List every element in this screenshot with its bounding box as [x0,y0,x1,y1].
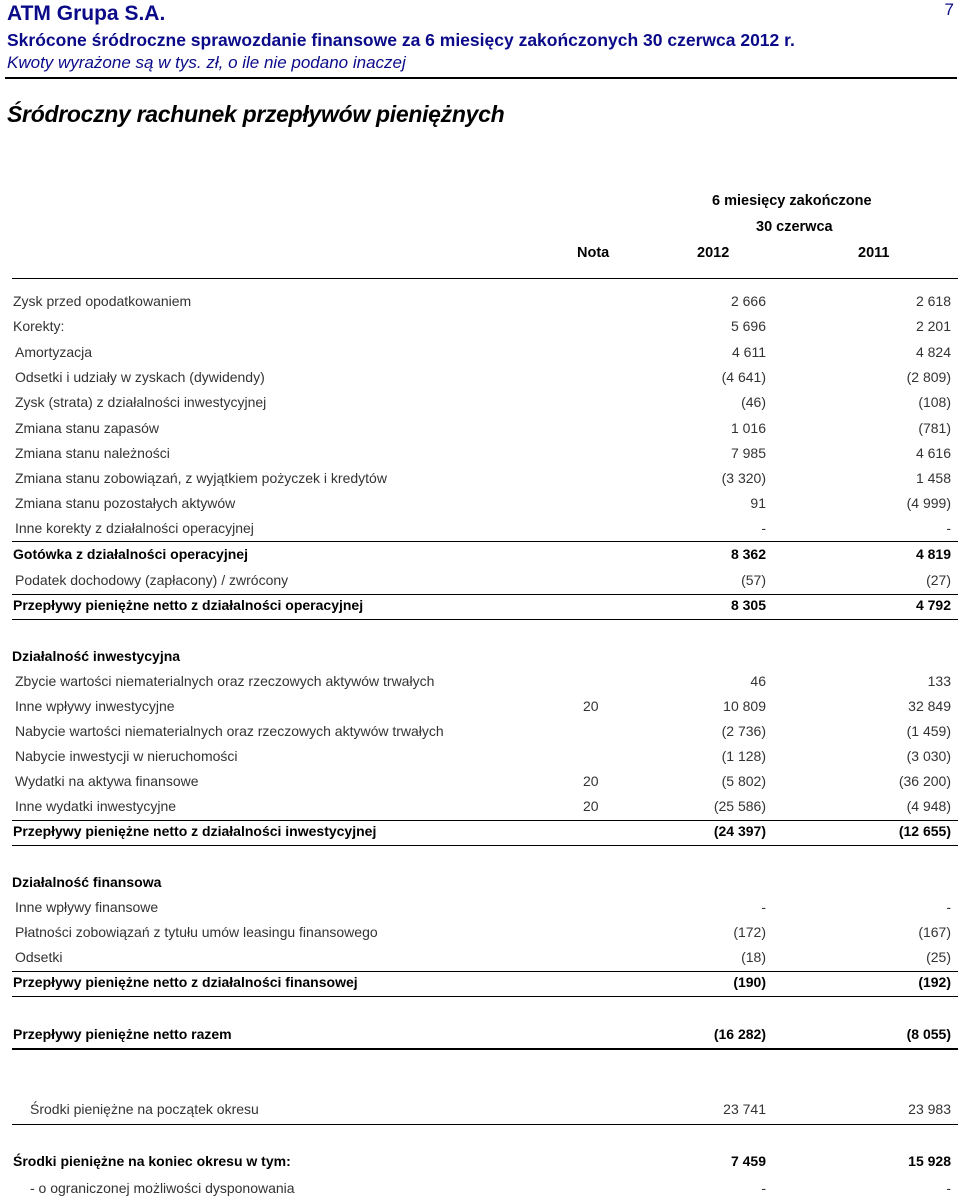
table-row [0,773,960,795]
row-label: Działalność finansowa [12,874,162,890]
value-2012: 46 [750,673,766,689]
row-label: Zmiana stanu pozostałych aktywów [15,495,236,511]
amounts-note: Kwoty wyrażone są w tys. zł, o ile nie podano inaczej [7,53,406,72]
value-2012: 23 741 [723,1101,766,1117]
row-divider [12,619,958,620]
row-label: Amortyzacja [15,344,93,360]
row-divider [12,541,958,542]
row-label: Środki pieniężne na koniec okresu w tym: [13,1153,291,1169]
value-2012: 2 666 [730,293,766,309]
row-note: 20 [583,773,599,789]
value-2012: (46) [741,394,766,410]
value-2012: (25 586) [713,798,766,814]
note-column-header: Nota [577,245,610,261]
table-row [0,572,960,594]
value-2011: 1 458 [915,470,951,486]
row-divider [12,996,958,997]
value-2011: 4 819 [915,546,951,562]
value-2012: (24 397) [713,823,766,839]
value-2011: 15 928 [908,1153,951,1169]
row-label: Zbycie wartości niematerialnych oraz rzeczowych aktywów trwałych [15,673,435,689]
row-label: Zysk przed opodatkowaniem [13,293,192,309]
value-2011: 133 [927,673,951,689]
value-2011: (167) [918,924,951,940]
row-divider [12,971,958,972]
value-2012: 91 [750,495,766,511]
value-2011: (4 948) [906,798,951,814]
page-number: 7 [944,0,954,19]
row-label: Odsetki [15,949,63,965]
row-note: 20 [583,798,599,814]
value-2012: - [761,899,766,915]
value-2012: (18) [741,949,766,965]
report-title: Skrócone śródroczne sprawozdanie finansowe za 6 miesięcy zakończonych 30 czerwca 2012 r. [7,30,795,50]
row-label: Podatek dochodowy (zapłacony) / zwrócony [15,572,289,588]
table-row [0,318,960,340]
row-divider [12,594,958,595]
row-note: 20 [583,698,599,714]
row-label: Środki pieniężne na początek okresu [30,1101,259,1117]
value-2011: (3 030) [906,748,951,764]
value-2012: (5 802) [721,773,766,789]
row-label: Korekty: [13,318,65,334]
row-label: Przepływy pieniężne netto z działalności inwestycyjnej [13,823,377,839]
value-2011: 2 201 [915,318,951,334]
row-label: Przepływy pieniężne netto z działalności operacyjnej [13,597,364,613]
row-label: Nabycie wartości niematerialnych oraz rzeczowych aktywów trwałych [15,723,444,739]
table-row [0,648,960,670]
company-name: ATM Grupa S.A. [7,2,166,25]
value-2011: (2 809) [906,369,951,385]
table-row [0,546,960,568]
row-divider [12,1124,958,1125]
table-row [0,949,960,971]
table-row [0,673,960,695]
row-label: Zysk (strata) z działalności inwestycyjnej [15,394,267,410]
table-row [0,394,960,416]
value-2011: 23 983 [908,1101,951,1117]
period-header: 6 miesięcy zakończone [712,193,872,209]
value-2011: 4 792 [915,597,951,613]
value-2011: - [946,899,951,915]
value-2011: - [946,1180,951,1196]
table-row [0,698,960,720]
value-2011: (8 055) [906,1026,951,1042]
value-2012: 4 611 [732,344,766,360]
table-row [0,823,960,845]
table-row [0,597,960,619]
row-divider [12,1048,958,1050]
table-row [0,974,960,996]
value-2012: 7 985 [730,445,766,461]
table-row [0,924,960,946]
value-2011: (27) [926,572,951,588]
value-2012: (4 641) [721,369,766,385]
value-2011: (4 999) [906,495,951,511]
value-2012: (3 320) [721,470,766,486]
value-2011: (12 655) [898,823,951,839]
value-2012: (57) [741,572,766,588]
table-row [0,1180,960,1202]
value-2011: (25) [926,949,951,965]
row-label: - o ograniczonej możliwości dysponowania [30,1180,295,1196]
value-2011: (781) [918,420,951,436]
table-row [0,495,960,517]
table-row [0,798,960,820]
row-label: Przepływy pieniężne netto razem [13,1026,232,1042]
value-2011: 32 849 [908,698,951,714]
table-row [0,874,960,896]
value-2011: (192) [918,974,951,990]
value-2012: 5 696 [730,318,766,334]
table-row [0,748,960,770]
value-2012: (1 128) [721,748,766,764]
row-label: Zmiana stanu należności [15,445,170,461]
value-2012: (16 282) [713,1026,766,1042]
row-label: Płatności zobowiązań z tytułu umów leasingu finansowego [15,924,378,940]
table-row [0,470,960,492]
value-2012: 1 016 [730,420,766,436]
table-row [0,520,960,542]
table-row [0,369,960,391]
table-row [0,344,960,366]
table-row [0,293,960,315]
value-2012: (2 736) [721,723,766,739]
row-label: Gotówka z działalności operacyjnej [13,546,248,562]
value-2011: - [946,520,951,536]
table-row [0,1026,960,1048]
value-2012: 8 362 [730,546,766,562]
row-label: Nabycie inwestycji w nieruchomości [15,748,238,764]
value-2012: 8 305 [730,597,766,613]
period-end-header: 30 czerwca [756,219,833,235]
row-divider [12,845,958,846]
value-2011: (36 200) [898,773,951,789]
row-label: Odsetki i udziały w zyskach (dywidendy) [15,369,265,385]
row-label: Inne korekty z działalności operacyjnej [15,520,254,536]
row-label: Zmiana stanu zobowiązań, z wyjątkiem pożyczek i kredytów [15,470,387,486]
row-label: Przepływy pieniężne netto z działalności finansowej [13,974,358,990]
table-row [0,723,960,745]
row-label: Działalność inwestycyjna [12,648,181,664]
value-2012: - [761,520,766,536]
table-row [0,1153,960,1175]
value-2011: 4 616 [915,445,951,461]
row-label: Wydatki na aktywa finansowe [15,773,199,789]
statement-title: Śródroczny rachunek przepływów pieniężnych [7,101,505,127]
row-label: Inne wydatki inwestycyjne [15,798,177,814]
value-2011: (108) [918,394,951,410]
value-2012: 10 809 [723,698,766,714]
value-2012: (172) [733,924,766,940]
value-2012: (190) [733,974,766,990]
value-2012: - [761,1180,766,1196]
table-row [0,899,960,921]
row-label: Zmiana stanu zapasów [15,420,159,436]
table-row [0,1101,960,1123]
value-2011: 4 824 [915,344,951,360]
value-2011: 2 618 [915,293,951,309]
row-divider [12,820,958,821]
year-2012-header: 2012 [697,245,730,261]
table-row [0,420,960,442]
table-row [0,445,960,467]
row-label: Inne wpływy inwestycyjne [15,698,175,714]
year-2011-header: 2011 [858,245,890,261]
value-2012: 7 459 [730,1153,766,1169]
value-2011: (1 459) [906,723,951,739]
row-label: Inne wpływy finansowe [15,899,159,915]
